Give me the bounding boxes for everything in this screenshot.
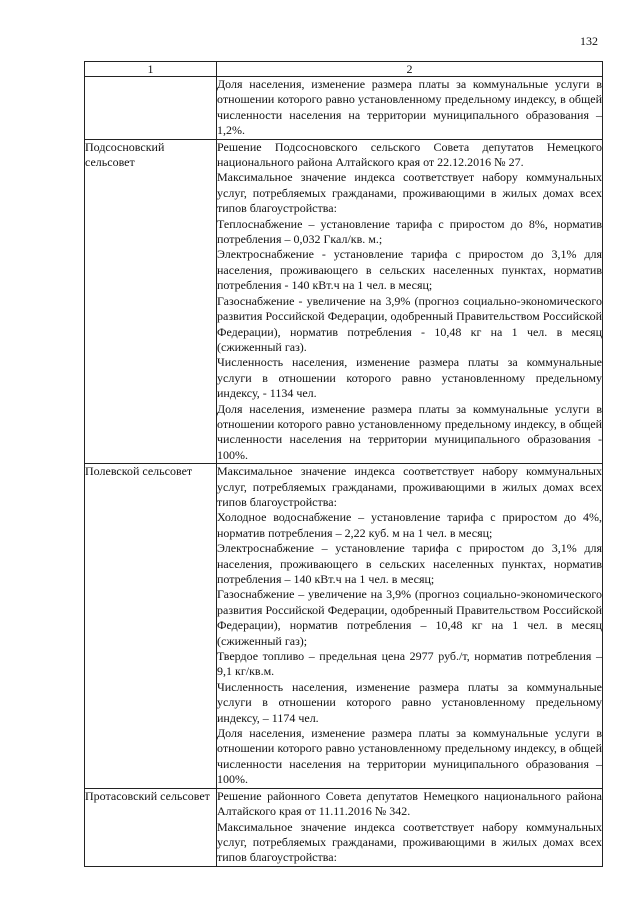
paragraph: Холодное водоснабжение – установление тарифа с приростом до 4%, норматив потребления – 2,22 куб. м на 1 чел. в месяц;	[217, 510, 602, 540]
description-cell	[217, 464, 603, 789]
paragraph: Газоснабжение – увеличение на 3,9% (прогноз социально-экономического развития Российской Федерации, одобренный Правительством Российской Федерации), норматив потребления – 10,48 кг на 1 чел. в месяц (сжиженный газ);	[217, 587, 602, 648]
paragraph: Доля населения, изменение размера платы за коммунальные услуги в отношении которого равно установленному предельному индексу, в общей численности населения на территории муниципального образования – 100%.	[217, 726, 602, 787]
paragraph: Доля населения, изменение размера платы за коммунальные услуги в отношении которого равно установленному предельному индексу, в общей численности населения на территории муниципального образования - 100%.	[217, 401, 602, 462]
table-row	[85, 464, 603, 789]
paragraph: Максимальное значение индекса соответствует набору коммунальных услуг, потребляемых гражданами, проживающими в жилых домах всех типов благоустройства:	[217, 464, 602, 509]
paragraph: Численность населения, изменение размера платы за коммунальные услуги в отношении которого равно установленному предельному индексу, – 1174 чел.	[217, 679, 602, 725]
municipality-cell: Полевской сельсовет	[85, 464, 217, 789]
column-header-2: 2	[217, 62, 603, 77]
paragraph: Доля населения, изменение размера платы за коммунальные услуги в отношении которого равно установленному предельному индексу, в общей численности населения на территории муниципального образования – 1,2%.	[217, 77, 602, 138]
column-header-1: 1	[85, 62, 217, 77]
paragraph: Решение Подсосновского сельского Совета депутатов Немецкого национального района Алтайского края от 22.12.2016 № 27.	[217, 139, 602, 170]
paragraph: Максимальное значение индекса соответствует набору коммунальных услуг, потребляемых гражданами, проживающими в жилых домах всех типов благоустройства:	[217, 819, 602, 865]
municipality-cell: Протасовский сельсовет	[85, 788, 217, 866]
page-number: 132	[580, 34, 598, 48]
paragraph: Максимальное значение индекса соответствует набору коммунальных услуг, потребляемых гражданами, проживающими в жилых домах всех типов благоустройства:	[217, 170, 602, 216]
paragraph: Твердое топливо – предельная цена 2977 руб./т, норматив потребления – 9,1 кг/кв.м.	[217, 649, 602, 679]
description-cell	[217, 788, 603, 866]
paragraph: Теплоснабжение – установление тарифа с приростом до 8%, норматив потребления – 0,032 Гкал/кв. м.;	[217, 216, 602, 247]
paragraph: Электроснабжение – установление тарифа с приростом до 3,1% для населения, проживающего в сельских населенных пунктах, норматив потребления – 140 кВт.ч на 1 чел. в месяц;	[217, 541, 602, 586]
table-row	[85, 788, 603, 866]
description-cell	[217, 139, 603, 464]
table-row	[85, 139, 603, 464]
paragraph: Газоснабжение - увеличение на 3,9% (прогноз социально-экономического развития Российской Федерации, одобренный Правительством Российской Федерации), норматив потребления - 10,48 кг на 1 чел. в месяц (сжиженный газ).	[217, 293, 602, 354]
table-row	[85, 77, 603, 140]
tariff-table	[84, 61, 603, 867]
table-header-row	[85, 62, 603, 77]
paragraph: Электроснабжение - установление тарифа с приростом до 3,1% для населения, проживающего в сельских населенных пунктах, норматив потребления - 140 кВт.ч на 1 чел. в месяц;	[217, 247, 602, 293]
paragraph: Решение районного Совета депутатов Немецкого национального района Алтайского края от 11.11.2016 № 342.	[217, 788, 602, 819]
description-cell	[217, 77, 603, 140]
municipality-cell	[85, 77, 217, 140]
municipality-cell: Подсосновский сельсовет	[85, 139, 217, 464]
paragraph: Численность населения, изменение размера платы за коммунальные услуги в отношении которого равно установленному предельному индексу, - 1134 чел.	[217, 355, 602, 401]
